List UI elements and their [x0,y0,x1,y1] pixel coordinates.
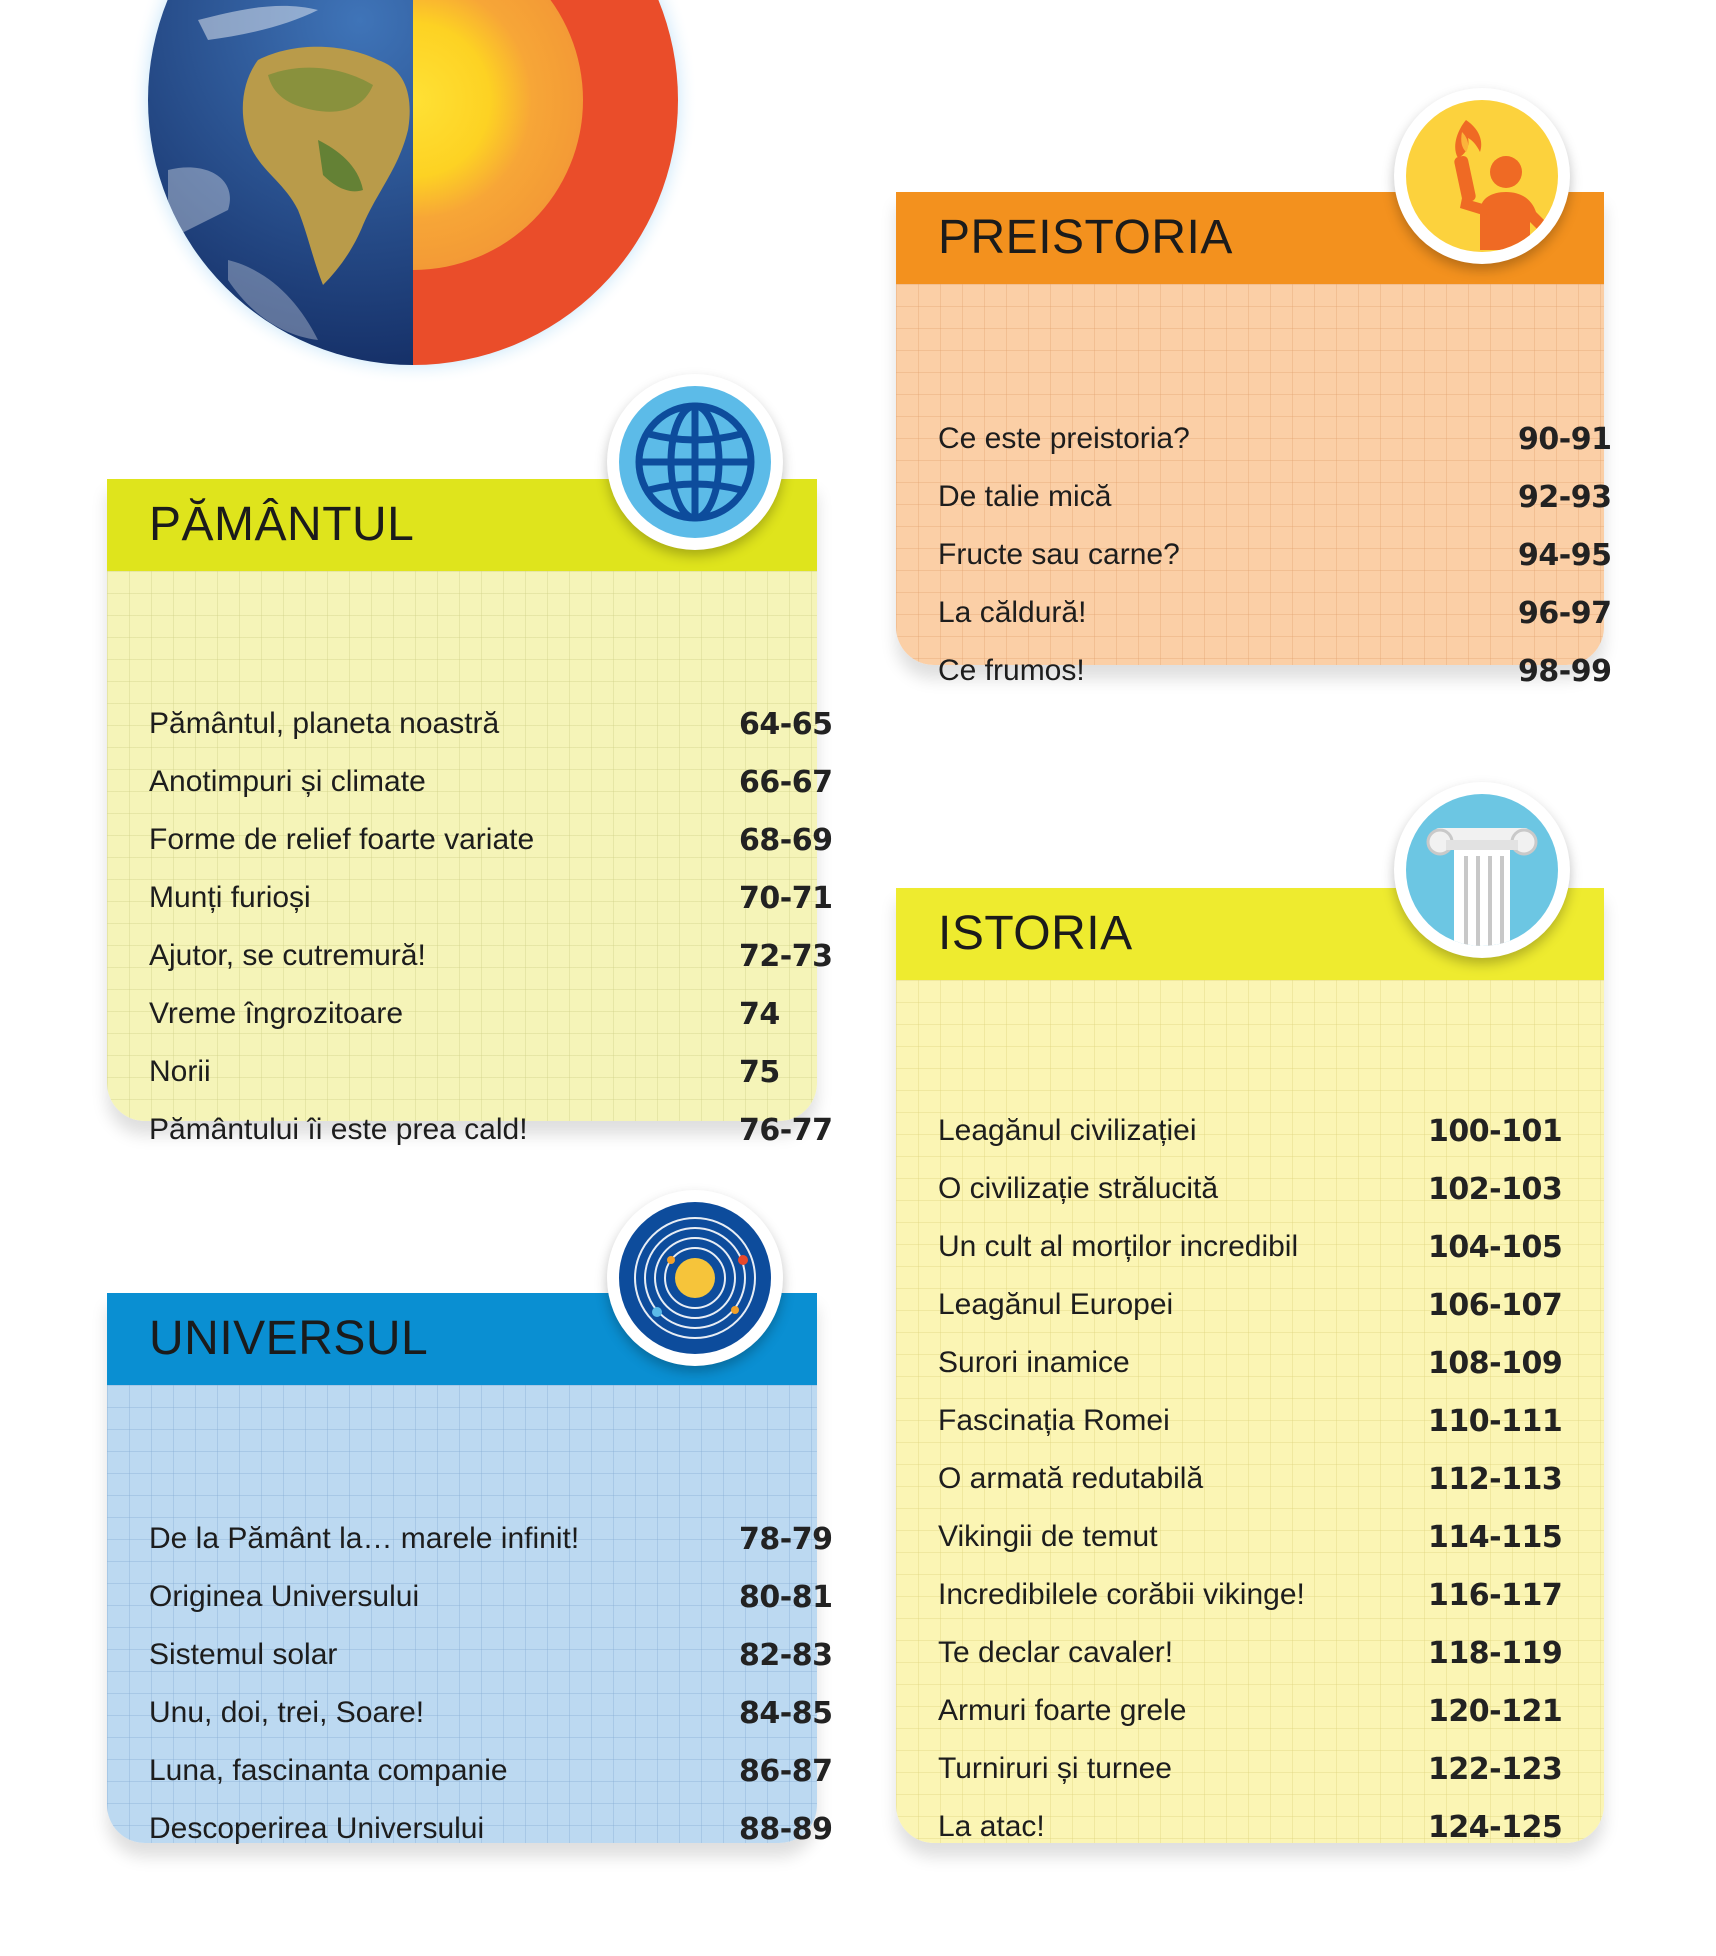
list-item[interactable] [938,1288,1586,1328]
list-item[interactable] [149,1638,833,1678]
entry-title: Fructe sau carne? [938,538,1180,571]
list-item[interactable] [149,881,833,921]
page-range: 64-65 [739,707,833,742]
page-range: 84-85 [739,1696,833,1731]
page-range: 75 [739,1055,780,1090]
entry-title: Descoperirea Universului [149,1812,485,1845]
page-range: 68-69 [739,823,833,858]
solar-system-badge [607,1190,783,1366]
page-range: 94-95 [1518,538,1612,573]
entry-title: O civilizație strălucită [938,1172,1219,1205]
list-item[interactable] [149,1580,833,1620]
page-range: 102-103 [1428,1172,1563,1207]
list-item[interactable] [938,654,1612,694]
page-range: 66-67 [739,765,833,800]
entry-title: Armuri foarte grele [938,1694,1187,1727]
entry-title: Te declar cavaler! [938,1636,1174,1669]
list-item[interactable] [938,538,1612,578]
entry-title: Fascinația Romei [938,1404,1170,1437]
section-body [896,284,1612,689]
list-item[interactable] [938,1346,1586,1386]
entry-title: De la Pământ la… marele infinit! [149,1522,580,1555]
page-range: 120-121 [1428,1694,1563,1729]
list-item[interactable] [938,1114,1586,1154]
entry-title: Ajutor, se cutremură! [149,939,426,972]
page-range: 114-115 [1428,1520,1563,1555]
list-item[interactable] [938,1404,1586,1444]
page-range: 88-89 [739,1812,833,1847]
section-body [896,980,1604,1843]
entry-title: Leagănul civilizației [938,1114,1197,1147]
page-range: 116-117 [1428,1578,1563,1613]
list-item[interactable] [938,480,1612,520]
list-item[interactable] [938,1752,1586,1792]
entry-title: Unu, doi, trei, Soare! [149,1696,425,1729]
list-item[interactable] [149,1696,833,1736]
page-range: 98-99 [1518,654,1612,689]
list-item[interactable] [149,1522,833,1562]
entry-title: Incredibilele corăbii vikinge! [938,1578,1305,1611]
page-range: 74 [739,997,780,1032]
section-body [107,1385,833,1847]
entry-title: Anotimpuri și climate [149,765,426,798]
list-item[interactable] [938,596,1612,636]
section-card-istoria [896,888,1604,1843]
list-item[interactable] [938,1810,1586,1850]
page-range: 96-97 [1518,596,1612,631]
entry-title: Norii [149,1055,211,1088]
list-item[interactable] [149,707,833,747]
list-item[interactable] [938,1462,1586,1502]
entry-title: Ce este preistoria? [938,422,1190,455]
page-range: 76-77 [739,1113,833,1148]
earth-cross-section-icon [108,0,698,410]
list-item[interactable] [149,1812,833,1852]
page-range: 106-107 [1428,1288,1563,1323]
section-body [107,571,833,1148]
section-card-preistoria [896,192,1612,689]
entry-title: Pământului îi este prea cald! [149,1113,528,1146]
torch-person-icon [1406,100,1558,252]
entry-title: Sistemul solar [149,1638,338,1671]
page-range: 122-123 [1428,1752,1563,1787]
list-item[interactable] [149,765,833,805]
section-card-pamantul [107,479,833,1148]
section-title: UNIVERSUL [149,1312,429,1365]
entry-title: De talie mică [938,480,1112,513]
entry-title: Leagănul Europei [938,1288,1174,1321]
page-range: 72-73 [739,939,833,974]
page-range: 110-111 [1428,1404,1563,1439]
list-item[interactable] [149,1055,799,1095]
page-range: 118-119 [1428,1636,1563,1671]
list-item[interactable] [149,939,833,979]
entry-title: La atac! [938,1810,1045,1843]
section-title: ISTORIA [938,907,1133,960]
page-range: 92-93 [1518,480,1612,515]
entry-title: Turniruri și turnee [938,1752,1172,1785]
entry-title: Vreme îngrozitoare [149,997,404,1030]
entry-title: Ce frumos! [938,654,1085,687]
entry-title: Forme de relief foarte variate [149,823,535,856]
page-range: 82-83 [739,1638,833,1673]
globe-icon [619,386,771,538]
list-item[interactable] [938,1172,1586,1212]
page-range: 100-101 [1428,1114,1563,1149]
list-item[interactable] [938,1578,1586,1618]
globe-badge [607,374,783,550]
list-item[interactable] [938,1230,1586,1270]
page-range: 70-71 [739,881,833,916]
page-range: 86-87 [739,1754,833,1789]
page-range: 90-91 [1518,422,1612,457]
section-card-universul [107,1293,833,1847]
entry-title: Munți furioși [149,881,311,914]
list-item[interactable] [149,1754,833,1794]
page-range: 104-105 [1428,1230,1563,1265]
page-range: 112-113 [1428,1462,1563,1497]
page-range: 108-109 [1428,1346,1563,1381]
section-title: PREISTORIA [938,211,1233,264]
list-item[interactable] [938,1520,1586,1560]
list-item[interactable] [149,823,833,863]
torch-badge [1394,88,1570,264]
entry-title: Pământul, planeta noastră [149,707,500,740]
list-item[interactable] [938,1636,1586,1676]
page-range: 124-125 [1428,1810,1563,1845]
entry-title: Originea Universului [149,1580,420,1613]
ionic-column-icon [1406,794,1558,946]
entry-title: Surori inamice [938,1346,1130,1379]
entry-title: Un cult al morților incredibil [938,1230,1299,1263]
list-item[interactable] [938,1694,1586,1734]
solar-system-icon [619,1202,771,1354]
entry-title: Luna, fascinanta companie [149,1754,508,1787]
entry-title: La căldură! [938,596,1087,629]
list-item[interactable] [149,1113,833,1153]
list-item[interactable] [938,422,1612,462]
entry-title: O armată redutabilă [938,1462,1204,1495]
page-range: 80-81 [739,1580,833,1615]
page-range: 78-79 [739,1522,833,1557]
entry-title: Vikingii de temut [938,1520,1158,1553]
list-item[interactable] [149,997,799,1037]
section-title: PĂMÂNTUL [149,498,415,551]
column-badge [1394,782,1570,958]
